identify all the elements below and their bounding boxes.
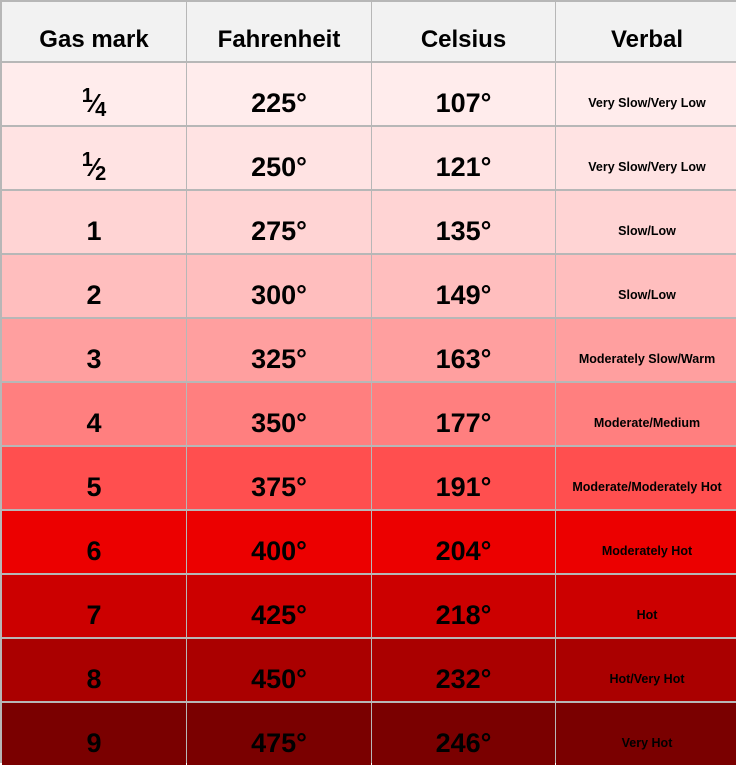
gas-mark-cell: 6 bbox=[2, 511, 186, 573]
fahrenheit-cell: 225° bbox=[187, 63, 371, 125]
celsius-cell: 163° bbox=[372, 319, 555, 381]
fraction-numerator: 1 bbox=[81, 85, 93, 107]
verbal-cell: Very Slow/Very Low bbox=[556, 63, 736, 125]
verbal-cell: Moderately Slow/Warm bbox=[556, 319, 736, 381]
celsius-cell: 246° bbox=[372, 703, 555, 765]
gas-mark-cell: 3 bbox=[2, 319, 186, 381]
fahrenheit-cell: 425° bbox=[187, 575, 371, 637]
header-gas-mark: Gas mark bbox=[2, 2, 186, 61]
celsius-cell: 177° bbox=[372, 383, 555, 445]
fraction-denominator: 2 bbox=[95, 163, 107, 185]
celsius-cell: 149° bbox=[372, 255, 555, 317]
celsius-cell: 121° bbox=[372, 127, 555, 189]
gas-mark-cell: 5 bbox=[2, 447, 186, 509]
fahrenheit-cell: 300° bbox=[187, 255, 371, 317]
gas-mark-cell: 8 bbox=[2, 639, 186, 701]
celsius-cell: 232° bbox=[372, 639, 555, 701]
header-celsius: Celsius bbox=[372, 2, 555, 61]
verbal-cell: Hot bbox=[556, 575, 736, 637]
fahrenheit-cell: 275° bbox=[187, 191, 371, 253]
gas-mark-cell: 7 bbox=[2, 575, 186, 637]
verbal-cell: Hot/Very Hot bbox=[556, 639, 736, 701]
fraction-denominator: 4 bbox=[95, 99, 107, 121]
gas-mark-cell: 9 bbox=[2, 703, 186, 765]
fahrenheit-cell: 450° bbox=[187, 639, 371, 701]
celsius-cell: 191° bbox=[372, 447, 555, 509]
verbal-cell: Moderately Hot bbox=[556, 511, 736, 573]
verbal-cell: Moderate/Medium bbox=[556, 383, 736, 445]
gas-mark-fraction: 1 ⁄ 2 bbox=[81, 149, 107, 185]
fahrenheit-cell: 325° bbox=[187, 319, 371, 381]
celsius-cell: 204° bbox=[372, 511, 555, 573]
verbal-cell: Slow/Low bbox=[556, 191, 736, 253]
gas-mark-cell: 2 bbox=[2, 255, 186, 317]
verbal-cell: Slow/Low bbox=[556, 255, 736, 317]
gas-mark-cell: 1 bbox=[2, 191, 186, 253]
celsius-cell: 218° bbox=[372, 575, 555, 637]
verbal-cell: Very Slow/Very Low bbox=[556, 127, 736, 189]
fahrenheit-cell: 375° bbox=[187, 447, 371, 509]
gas-mark-cell: 4 bbox=[2, 383, 186, 445]
fraction-numerator: 1 bbox=[81, 149, 93, 171]
verbal-cell: Very Hot bbox=[556, 703, 736, 765]
fahrenheit-cell: 350° bbox=[187, 383, 371, 445]
gas-mark-cell bbox=[2, 63, 186, 125]
gas-mark-cell bbox=[2, 127, 186, 189]
fahrenheit-cell: 400° bbox=[187, 511, 371, 573]
header-verbal: Verbal bbox=[556, 2, 736, 61]
fahrenheit-cell: 475° bbox=[187, 703, 371, 765]
header-fahrenheit: Fahrenheit bbox=[187, 2, 371, 61]
celsius-cell: 107° bbox=[372, 63, 555, 125]
fahrenheit-cell: 250° bbox=[187, 127, 371, 189]
verbal-cell: Moderate/Moderately Hot bbox=[556, 447, 736, 509]
gas-mark-fraction: 1 ⁄ 4 bbox=[81, 85, 107, 121]
celsius-cell: 135° bbox=[372, 191, 555, 253]
